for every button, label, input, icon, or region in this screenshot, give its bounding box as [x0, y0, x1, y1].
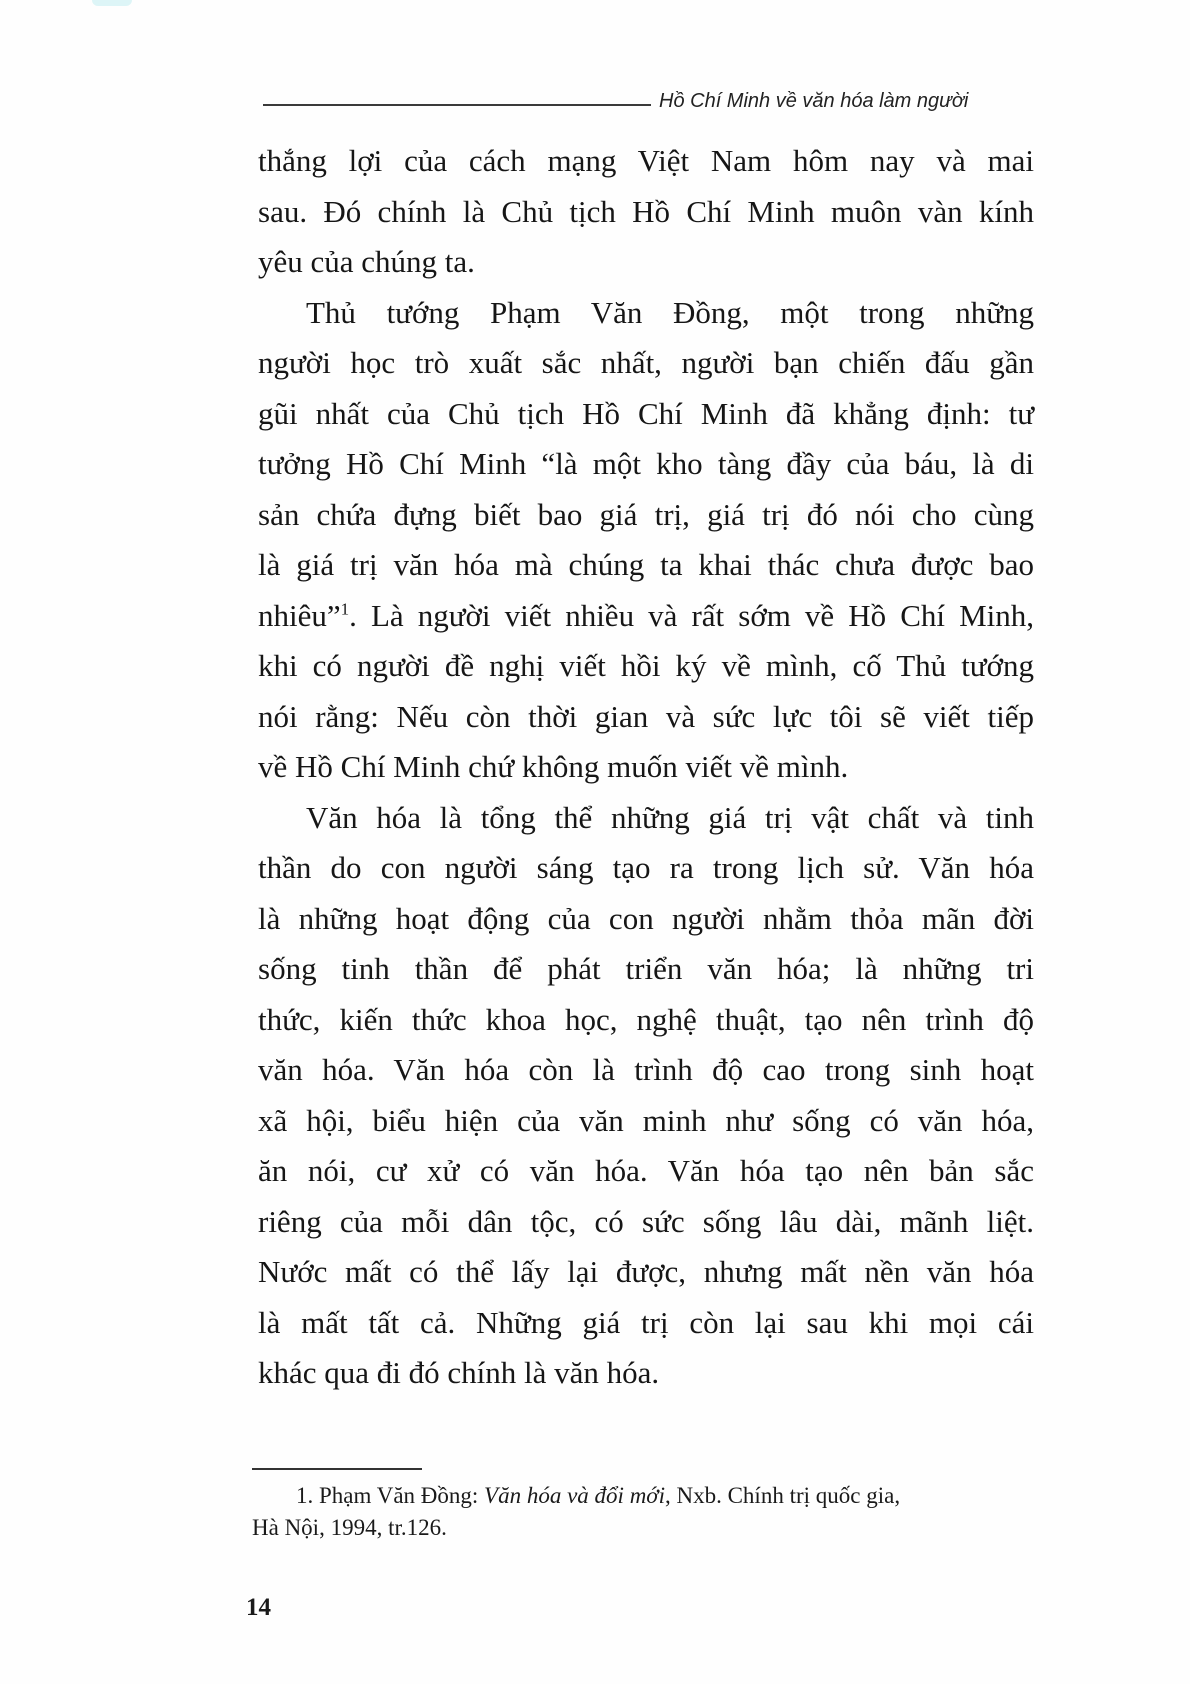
footnote-line: Hà Nội, 1994, tr.126.: [252, 1515, 447, 1540]
scan-edge-tint: [92, 0, 132, 6]
text-line: thần do con người sáng tạo ra trong lịch sử. Văn hóa: [258, 850, 1034, 885]
text-line: thắng lợi của cách mạng Việt Nam hôm nay và mai: [258, 143, 1034, 178]
text-line: xã hội, biểu hiện của văn minh như sống có văn hóa,: [258, 1102, 1034, 1138]
text-line: sau. Đó chính là Chủ tịch Hồ Chí Minh muôn vàn kính: [258, 193, 1034, 229]
footnote-reference[interactable]: 1: [340, 599, 350, 619]
text-line: thức, kiến thức khoa học, nghệ thuật, tạo nên trình độ: [258, 1001, 1034, 1037]
running-header: [263, 84, 1033, 114]
footnote-number: 1.: [296, 1483, 314, 1508]
text-line: khác qua đi đó chính là văn hóa.: [258, 1355, 660, 1390]
text-line-with-footnote-ref: [258, 591, 1034, 642]
footnote-line: [252, 1480, 1034, 1512]
text-fragment: . Là người viết nhiều và rất sớm về Hồ Chí Minh,: [349, 597, 1034, 633]
text-line: Thủ tướng Phạm Văn Đồng, một trong những: [306, 294, 1034, 330]
text-line: người học trò xuất sắc nhất, người bạn chiến đấu gần: [258, 345, 1034, 380]
text-fragment: nhiêu”: [258, 597, 341, 633]
text-line: sản chứa đựng biết bao giá trị, giá trị đó nói cho cùng: [258, 496, 1034, 532]
text-line: là những hoạt động của con người nhằm thỏa mãn đời: [258, 900, 1034, 936]
text-line: là giá trị văn hóa mà chúng ta khai thác chưa được bao: [258, 547, 1034, 582]
footnote-book-title: Văn hóa và đổi mới: [484, 1483, 665, 1508]
text-line: nói rằng: Nếu còn thời gian và sức lực tôi sẽ viết tiếp: [258, 698, 1034, 734]
text-line: gũi nhất của Chủ tịch Hồ Chí Minh đã khẳng định: tư: [258, 395, 1034, 431]
text-line: về Hồ Chí Minh chứ không muốn viết về mình.: [258, 749, 849, 784]
text-line: Văn hóa là tổng thể những giá trị vật chất và tinh: [306, 799, 1034, 835]
page-number: 14: [246, 1594, 271, 1621]
header-rule: [263, 104, 651, 106]
text-line: tưởng Hồ Chí Minh “là một kho tàng đầy của báu, là di: [258, 446, 1034, 481]
footnote-separator: [252, 1468, 422, 1470]
text-line: ăn nói, cư xử có văn hóa. Văn hóa tạo nên bản sắc: [258, 1153, 1034, 1188]
footnote-publisher: , Nxb. Chính trị quốc gia,: [664, 1483, 901, 1508]
footnote: [252, 1480, 1034, 1544]
body-text: [258, 136, 1034, 1399]
running-title: Hồ Chí Minh về văn hóa làm người: [659, 90, 969, 112]
text-line: khi có người đề nghị viết hồi ký về mình, cố Thủ tướng: [258, 648, 1034, 683]
text-line: sống tinh thần để phát triển văn hóa; là những tri: [258, 951, 1034, 986]
text-line: riêng của mỗi dân tộc, có sức sống lâu dài, mãnh liệt.: [258, 1203, 1034, 1239]
text-line: văn hóa. Văn hóa còn là trình độ cao trong sinh hoạt: [258, 1052, 1034, 1087]
footnote-author: Phạm Văn Đồng:: [319, 1483, 479, 1508]
text-line: yêu của chúng ta.: [258, 244, 475, 279]
text-line: Nước mất có thể lấy lại được, nhưng mất nền văn hóa: [258, 1254, 1034, 1289]
text-line: là mất tất cả. Những giá trị còn lại sau khi mọi cái: [258, 1304, 1034, 1340]
